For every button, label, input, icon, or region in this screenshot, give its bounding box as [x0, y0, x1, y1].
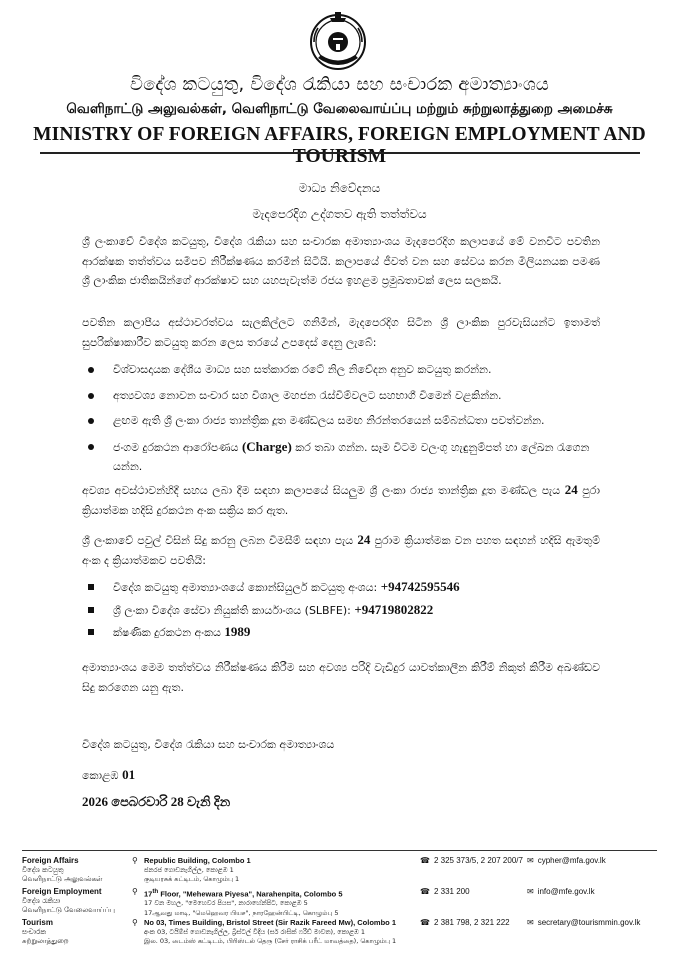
footer-row-foreign-affairs — [22, 856, 657, 886]
address-si: ජනරජ ගොඩනැගිල්ල, කොළඹ 1 — [144, 865, 234, 874]
city-name: කොළඹ — [82, 769, 123, 782]
floor-number: 17 — [144, 889, 153, 899]
advice-text: අත්‍යවශ්‍ය නොවන සංචාර සහ විශාල මහජන රැස්වීම්වලට සහභාගී වීමෙන් වළකින්න. — [113, 388, 502, 402]
list-item — [82, 360, 600, 380]
envelope-icon: ✉ — [527, 918, 534, 927]
map-pin-icon: ⚲ — [132, 887, 138, 896]
document-heading: මාධ්‍ය නිවේදනය — [298, 181, 381, 195]
paragraph-5: අමාත්‍යාංශය මෙම තත්ත්වය නිරීක්ෂණය කිරීම සහ අවශ්‍ය පරිදි වැඩිදුර යාවත්කාලීන කිරීම් නිකුත් කිරීම අඛණ්ඩව සිදු කරගෙන යනු ඇත. — [82, 661, 600, 694]
list-item — [82, 577, 600, 598]
envelope-icon: ✉ — [527, 887, 534, 896]
square-bullet-icon — [88, 607, 94, 613]
city-postcode: 01 — [122, 767, 136, 782]
address-ta: குடியரசுக் கட்டிடம், கொழும்பு 1 — [144, 875, 240, 883]
footer-divider — [22, 850, 657, 851]
address-en — [132, 887, 422, 899]
document-date: 2026 පෙබරවාරි 28 වැනි දින — [82, 794, 231, 809]
office-name-ta: வெளிநாட்டு வேலைவாய்ப்பு — [22, 906, 115, 914]
address-si: 17 වන මහල, "මෙහෙවර පියස", නාරාහේන්පිට, කොළඹ 5 — [144, 899, 308, 907]
envelope-icon: ✉ — [527, 856, 534, 865]
hotline-label: ශ්‍රී ලංකා විදේශ සේවා නියුක්ති කාර්යාංශය (SLBFE): — [113, 603, 355, 617]
footer-email[interactable] — [527, 918, 640, 927]
advice-emphasis: (Charge) — [241, 438, 292, 454]
footer-office-name — [22, 918, 127, 947]
paragraph-text: අවශ්‍ය අවස්ථාවන්හිදී සහය ලබා දීම සඳහා කලාපයේ සියලුම ශ්‍රී ලංකා රාජ්‍ය තාන්ත්‍රික දූත මණ්ඩල පැය — [82, 484, 565, 497]
header-divider — [40, 152, 640, 154]
bullet-icon — [88, 367, 94, 373]
footer-address — [132, 918, 422, 947]
hotline-list — [82, 577, 600, 645]
footer-office-name — [22, 856, 127, 885]
hours-value: 24 — [564, 482, 578, 497]
office-name-si: සංචාරක — [22, 927, 47, 936]
address-si: අංක 03, ටයිම්ස් ගොඩනැගිල්ල, බ්‍රිස්ටල් වීදිය (සර් රාසික් ෆරීඩ් මාවත), කොළඹ 1 — [144, 927, 366, 936]
hotline-number: 1989 — [224, 624, 251, 639]
ministry-name-english: MINISTRY OF FOREIGN AFFAIRS, FOREIGN EMPLOYMENT AND TOURISM — [33, 124, 646, 167]
footer-office-name — [22, 887, 127, 916]
footer-email[interactable] — [527, 856, 606, 865]
paragraph-text: පුරා ක්‍රියාත්මක හදිසි දුරකථන අංක සක්‍රිය කර ඇත. — [82, 484, 600, 517]
paragraph-4 — [82, 530, 600, 570]
footer-address — [132, 856, 422, 885]
advice-text: ළඟම ඇති ශ්‍රී ලංකා රාජ්‍ය තාන්ත්‍රික දූත මණ්ඩලය සමඟ නිරන්තරයෙන් සම්බන්ධතා පවත්වන්න. — [113, 414, 545, 427]
address-ta: 17ஆவது மாடி, "மெஹெவர பியச", நாரஹேன்பிட்டி, கொழும்பு 5 — [144, 908, 339, 917]
hours-value: 24 — [357, 532, 371, 547]
advice-list — [82, 360, 600, 483]
office-name-ta: சுற்றுலாத்துறை — [22, 937, 69, 945]
address-en: No 03, Times Building, Bristol Street (Sir Razik Fareed Mw), Colombo 1 — [144, 918, 396, 927]
footer-phone — [420, 918, 510, 927]
signature-ministry: විදේශ කටයුතු, විදේශ රැකියා සහ සංචාරක අමාත්‍යාංශය — [82, 738, 335, 751]
office-name-en: Foreign Employment — [22, 887, 102, 896]
footer-phone — [420, 887, 470, 896]
telephone-icon: ☎ — [420, 887, 430, 896]
ministry-name-sinhala: විදේශ කටයුතු, විදේශ රැකියා සහ සංචාරක අමාත්‍යාංශය — [129, 74, 550, 95]
office-name-si: විදේශ රැකියා — [22, 896, 61, 905]
footer-row-tourism — [22, 918, 657, 948]
bullet-icon — [88, 393, 94, 399]
hotline-number: +94742595546 — [380, 579, 460, 594]
phone-number: 2 331 200 — [433, 887, 470, 896]
bullet-icon — [88, 418, 94, 424]
hotline-label: ක්ෂණික දුරකථන අංකය — [113, 626, 225, 639]
floor-suffix: th — [152, 888, 159, 895]
office-name-si: විදේශ කටයුතු — [22, 865, 64, 874]
map-pin-icon: ⚲ — [132, 856, 138, 865]
footer-row-foreign-employment — [22, 887, 657, 917]
footer-email[interactable] — [527, 887, 595, 896]
paragraph-3 — [82, 480, 600, 520]
list-item — [82, 411, 600, 431]
paragraph-2: පවතින කලාපීය අස්ථාවරත්වය සැලකිල්ලට ගනිමින්, මැදපෙරදිග සිටින ශ්‍රී ලාංකික පුරවැසියන්ට ඉතාමත් සුපරික්ෂාකාරීව කටයුතු කරන ලෙස තරයේ උපදෙස් දෙනු ලැබේ: — [82, 316, 600, 349]
square-bullet-icon — [88, 629, 94, 635]
ministry-name-tamil: வெளிநாட்டு அலுவல்கள், வெளிநாட்டு வேலைவாய்ப்பு மற்றும் சுற்றுலாத்துறை அமைச்சு — [66, 101, 613, 117]
hotline-label: විදේශ කටයුතු අමාත්‍යාංශයේ කොන්සියුලර් කටයුතු අංශය: — [113, 581, 381, 594]
list-item — [82, 386, 600, 406]
hotline-number: +94719802822 — [354, 601, 434, 617]
advice-text: කර තබා ගන්න. සෑම විටම වලංගු හැඳුනුම්පත් හා ලේඛන රැගෙන යන්න. — [113, 440, 590, 473]
paragraph-text: ශ්‍රී ලංකාවේ පවුල් විසින් සිදු කරනු ලබන විමසීම් සඳහා පැය — [82, 534, 358, 547]
square-bullet-icon — [88, 584, 94, 590]
bullet-icon — [88, 444, 94, 450]
email-address[interactable]: info@mfe.gov.lk — [537, 887, 595, 896]
email-address[interactable]: cypher@mfa.gov.lk — [537, 856, 606, 865]
email-address[interactable]: secretary@tourismmin.gov.lk — [537, 918, 641, 927]
footer-phone — [420, 856, 523, 865]
list-item — [82, 437, 600, 477]
paragraph-1: ශ්‍රී ලංකාවේ විදේශ කටයුතු, විදේශ රැකියා සහ සංචාරක අමාත්‍යාංශය මැදපෙරදිග කලාපයේ මේ වනවිට පවතින ආරක්ෂක තත්ත්වය සමීපව නිරීක්ෂණය කරමින් සිටියි. කලාපයේ ජීවත් වන සහ සේවය කරන මිලියනයක පමණ ශ්‍රී ලාංකික ජාතිකයින්ගේ ආරක්ෂාව සහ යහපැවැත්ම රජය ඉහළම ප්‍රමුඛතාවක් ලෙස සලකයි. — [82, 235, 600, 287]
list-item — [82, 600, 600, 621]
document-subheading: මැදපෙරදිග උද්ගතව ඇති තත්ත්වය — [252, 207, 427, 221]
telephone-icon: ☎ — [420, 918, 430, 927]
address-text: Floor, "Mehewara Piyesa", Narahenpita, Colombo 5 — [158, 889, 343, 899]
paragraph-text: පුරාම ක්‍රියාත්මක වන පහත සඳහන් හදිසි ඇමතුම් අංක ද ක්‍රියාත්මකව පවතියි: — [82, 534, 600, 567]
map-pin-icon: ⚲ — [132, 918, 138, 927]
telephone-icon: ☎ — [420, 856, 430, 865]
office-name-en: Foreign Affairs — [22, 856, 79, 865]
list-item — [82, 622, 600, 643]
signature-city — [82, 767, 135, 783]
state-emblem-icon — [306, 4, 370, 72]
advice-text: විශ්වාසදායක දේශීය මාධ්‍ය සහ සත්කාරක රටේ නිල නිවේදන අනුව කටයුතු කරන්න. — [113, 363, 492, 376]
address-ta: இல. 03, டைம்ஸ் கட்டிடம், பிரிஸ்டல் தெரு (சேர் ராசிக் பரீட் மாவத்தை), கொழும்பு 1 — [144, 937, 397, 945]
footer-address — [132, 887, 422, 918]
phone-number: 2 325 373/5, 2 207 200/7 — [433, 856, 523, 865]
office-name-ta: வெளிநாட்டு அலுவல்கள் — [22, 875, 103, 883]
phone-number: 2 381 798, 2 321 222 — [433, 918, 510, 927]
address-en: Republic Building, Colombo 1 — [144, 856, 251, 865]
advice-text: ජංගම දුරකථන ආරෝපණය — [113, 440, 242, 454]
office-name-en: Tourism — [22, 918, 53, 927]
